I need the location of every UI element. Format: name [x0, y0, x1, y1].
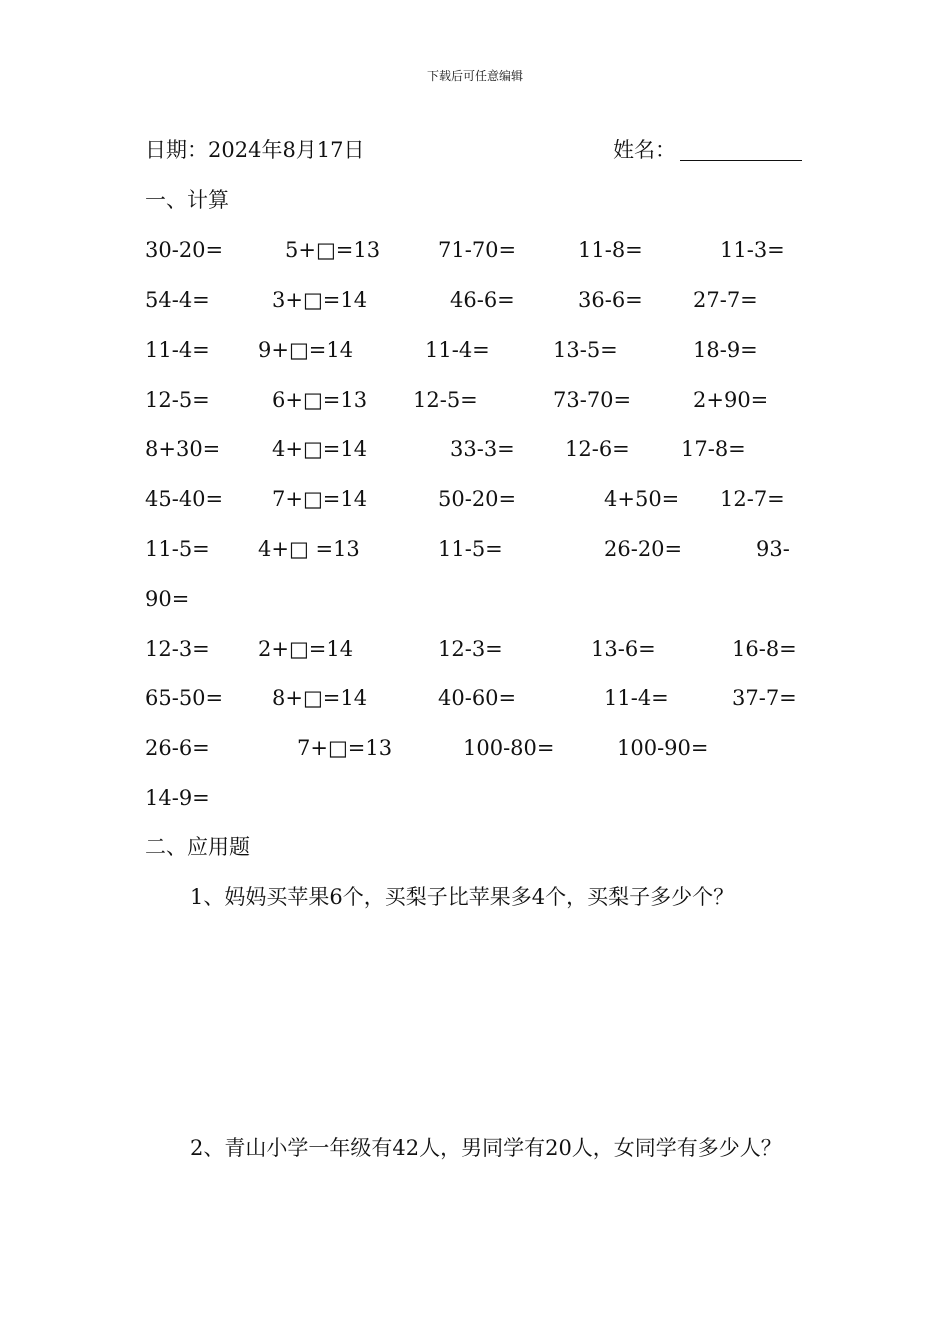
calc-item: 36-6=: [578, 288, 643, 312]
calc-item: 16-8=: [732, 637, 797, 661]
calc-item: 45-40=: [145, 487, 224, 511]
calc-item: 30-20=: [145, 238, 224, 262]
calc-item: 9+□=14: [258, 338, 354, 362]
calc-item: 5+□=13: [285, 238, 381, 262]
calc-item: 71-70=: [438, 238, 517, 262]
calc-item: 11-5=: [145, 537, 210, 561]
calc-item: 100-80=: [463, 736, 555, 760]
calc-item: 33-3=: [450, 437, 515, 461]
calc-item: 8+□=14: [272, 686, 368, 710]
calc-item: 6+□=13: [272, 388, 368, 412]
section2-title: 二、应用题: [145, 835, 250, 859]
calc-item: 4+50=: [604, 487, 680, 511]
calc-item: 17-8=: [681, 437, 746, 461]
calc-item: 12-7=: [720, 487, 785, 511]
calc-item: 65-50=: [145, 686, 224, 710]
calc-item: 7+□=14: [272, 487, 368, 511]
calc-item: 11-3=: [720, 238, 785, 262]
calc-item: 100-90=: [617, 736, 709, 760]
calc-item: 73-70=: [553, 388, 632, 412]
calc-item: 90=: [145, 587, 190, 611]
calc-item: 93-: [756, 537, 790, 561]
calc-item: 8+30=: [145, 437, 221, 461]
calc-item: 11-8=: [578, 238, 643, 262]
calc-item: 54-4=: [145, 288, 210, 312]
calc-item: 2+□=14: [258, 637, 354, 661]
calc-item: 46-6=: [450, 288, 515, 312]
calc-item: 2+90=: [693, 388, 769, 412]
calc-item: 26-6=: [145, 736, 210, 760]
calc-item: 50-20=: [438, 487, 517, 511]
calc-item: 11-4=: [145, 338, 210, 362]
calc-item: 3+□=14: [272, 288, 368, 312]
calc-item: 40-60=: [438, 686, 517, 710]
problem-2: 2、青山小学一年级有42人，男同学有20人，女同学有多少人？: [190, 1136, 782, 1160]
name-label: 姓名：: [613, 138, 676, 162]
calc-item: 11-4=: [425, 338, 490, 362]
calc-item: 12-6=: [565, 437, 630, 461]
section1-title: 一、计算: [145, 188, 229, 212]
name-blank-line: [680, 160, 802, 161]
calc-item: 12-3=: [145, 637, 210, 661]
calc-item: 26-20=: [604, 537, 683, 561]
calc-item: 7+□=13: [297, 736, 393, 760]
calc-item: 11-5=: [438, 537, 503, 561]
calc-item: 14-9=: [145, 786, 210, 810]
header-note: 下载后可任意编辑: [426, 69, 523, 83]
calc-item: 13-5=: [553, 338, 618, 362]
problem-1: 1、妈妈买苹果6个，买梨子比苹果多4个，买梨子多少个？: [190, 885, 735, 909]
date-label: 日期：2024年8月17日: [145, 138, 365, 162]
calc-item: 27-7=: [693, 288, 758, 312]
calc-item: 4+□=14: [272, 437, 368, 461]
calc-item: 12-5=: [145, 388, 210, 412]
calc-item: 12-3=: [438, 637, 503, 661]
calc-item: 37-7=: [732, 686, 797, 710]
calc-item: 12-5=: [413, 388, 478, 412]
calc-item: 11-4=: [604, 686, 669, 710]
calc-item: 18-9=: [693, 338, 758, 362]
calc-item: 13-6=: [591, 637, 656, 661]
calc-item: 4+□ =13: [258, 537, 360, 561]
